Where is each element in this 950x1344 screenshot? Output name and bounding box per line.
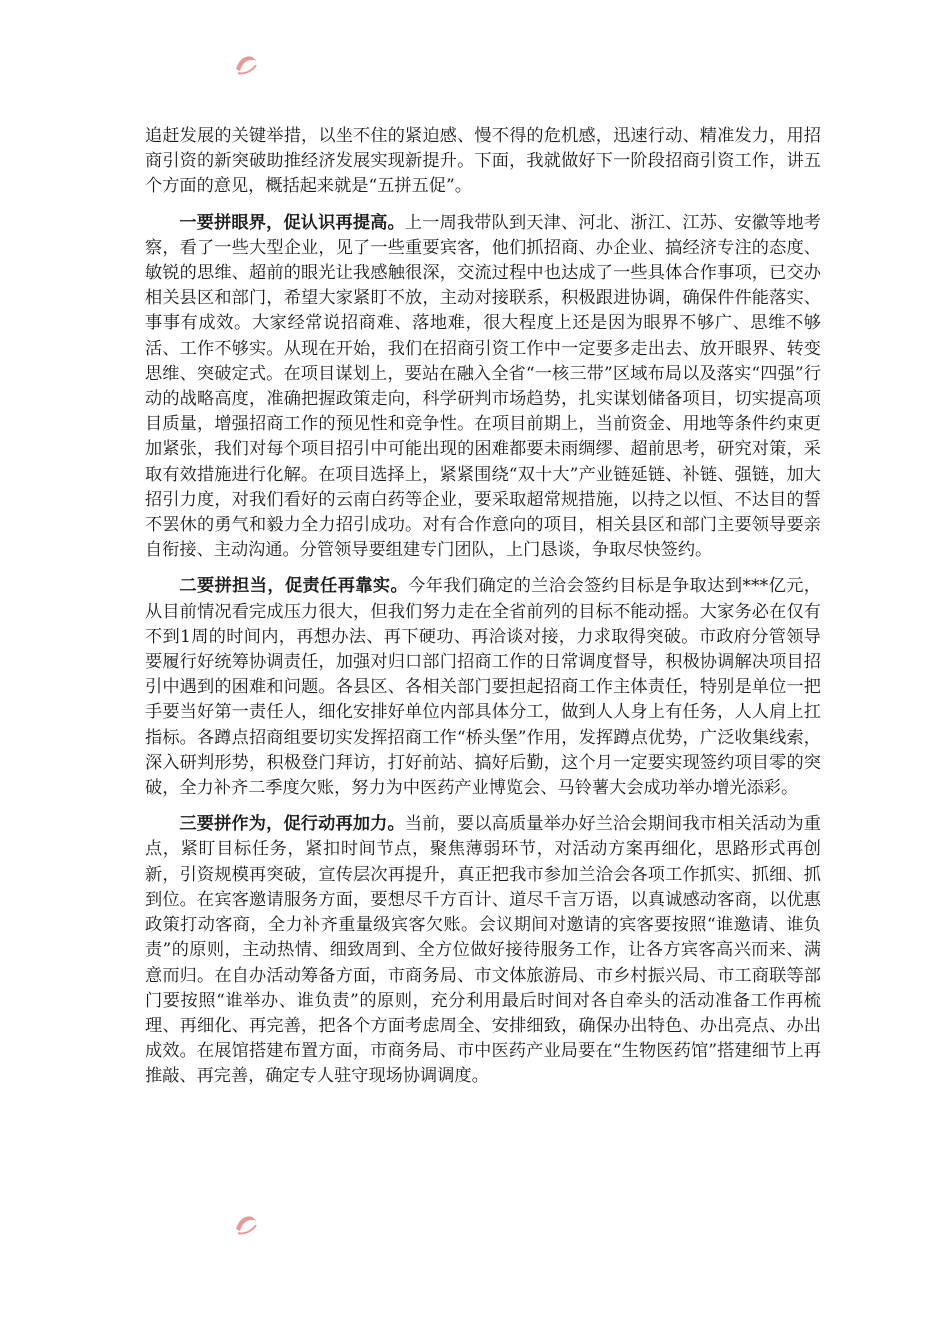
paragraph-3: [145, 812, 821, 1089]
paragraph-heading: 三要拼作为，促行动再加力。: [179, 814, 405, 835]
paragraph-text: 上一周我带队到天津、河北、浙江、江苏、安徽等地考察，看了一些大型企业，见了一些重要宾客，他们抓招商、办企业、搞经济专注的态度、敏锐的思维、超前的眼光让我感触很深，交流过程中也达成了一些具体合作事项，已交办相关县区和部门，希望大家紧盯不放，主动对接联系，积极跟进协调，确保件件能落实、事事有成效。大家经常说招商难、落地难，很大程度上还是因为眼界不够广、思维不够活、工作不够实。从现在开始，我们在招商引资工作中一定要多走出去、放开眼界、转变思维、突破定式。在项目谋划上，要站在融入全省“一核三带”区域布局以及落实“四强”行动的战略高度，准确把握政策走向，科学研判市场趋势，扎实谋划储备项目，切实提高项目质量，增强招商工作的预见性和竞争性。在项目前期上，当前资金、用地等条件约束更加紧张，我们对每个项目招引中可能出现的困难都要未雨绸缪、超前思考，研究对策，采取有效措施进行化解。在项目选择上，紧紧围绕“双十大”产业链延链、补链、强链，加大招引力度，对我们看好的云南白药等企业，要采取超常规措施，以持之以恒、不达目的誓不罢休的勇气和毅力全力招引成功。对有合作意向的项目，相关县区和部门主要领导要亲自衔接、主动沟通。分管领导要组建专门团队，上门恳谈，争取尽快签约。: [145, 212, 821, 561]
paragraph-text: 追赶发展的关键举措，以坐不住的紧迫感、慢不得的危机感，迅速行动、精准发力，用招商引资的新突破助推经济发展实现新提升。下面，我就做好下一阶段招商引资工作，讲五个方面的意见，概括起来就是“五拼五促”。: [145, 126, 821, 197]
paragraph-text: 今年我们确定的兰洽会签约目标是争取达到***亿元，从目前情况看完成压力很大，但我们努力走在全省前列的目标不能动摇。大家务必在仅有不到1周的时间内，再想办法、再下硬功、再洽谈对接，力求取得突破。市政府分管领导要履行好统筹协调责任，加强对归口部门招商工作的日常调度督导，积极协调解决项目招引中遇到的困难和问题。各县区、各相关部门要担起招商工作主体责任，特别是单位一把手要当好第一责任人，细化安排好单位内部具体分工，做到人人身上有任务，人人肩上扛指标。各蹲点招商组要切实发挥招商工作“桥头堡”作用，发挥蹲点优势，广泛收集线索，深入研判形势，积极登门拜访，打好前站、搞好后勤，这个月一定要实现签约项目零的突破，全力补齐二季度欠账，努力为中医药产业博览会、马铃薯大会成功举办增光添彩。: [145, 576, 821, 799]
paragraph-heading: 二要拼担当，促责任再靠实。: [179, 576, 409, 597]
paragraph-2: [145, 574, 821, 801]
footer-watermark: [232, 1206, 712, 1240]
paragraph-heading: 一要拼眼界，促认识再提高。: [179, 212, 405, 233]
document-body: [145, 124, 821, 1101]
paragraph-text: 当前，要以高质量举办好兰洽会期间我市相关活动为重点，紧盯目标任务，紧扣时间节点，聚焦薄弱环节，对活动方案再细化，思路形式再创新，引资规模再突破，宣传层次再提升，真正把我市参加兰洽会各项工作抓实、抓细、抓到位。在宾客邀请服务方面，要想尽千方百计、道尽千言万语，以真诚感动客商，以优惠政策打动客商，全力补齐重量级宾客欠账。会议期间对邀请的宾客要按照“谁邀请、谁负责”的原则，主动热情、细致周到、全方位做好接待服务工作，让各方宾客高兴而来、满意而归。在自办活动筹备方面，市商务局、市文体旅游局、市乡村振兴局、市工商联等部门要按照“谁举办、谁负责”的原则，充分利用最后时间对各自牵头的活动准备工作再梳理、再细化、再完善，把各个方面考虑周全、安排细致，确保办出特色、办出亮点、办出成效。在展馆搭建布置方面，市商务局、市中医药产业局要在“生物医药馆”搭建细节上再推敲、再完善，确定专人驻守现场协调调度。: [145, 814, 821, 1087]
logo-icon: [232, 49, 260, 77]
paragraph-1: [145, 211, 821, 564]
header-watermark: [232, 46, 712, 80]
logo-icon: [232, 1209, 260, 1237]
paragraph-0: [145, 124, 821, 200]
